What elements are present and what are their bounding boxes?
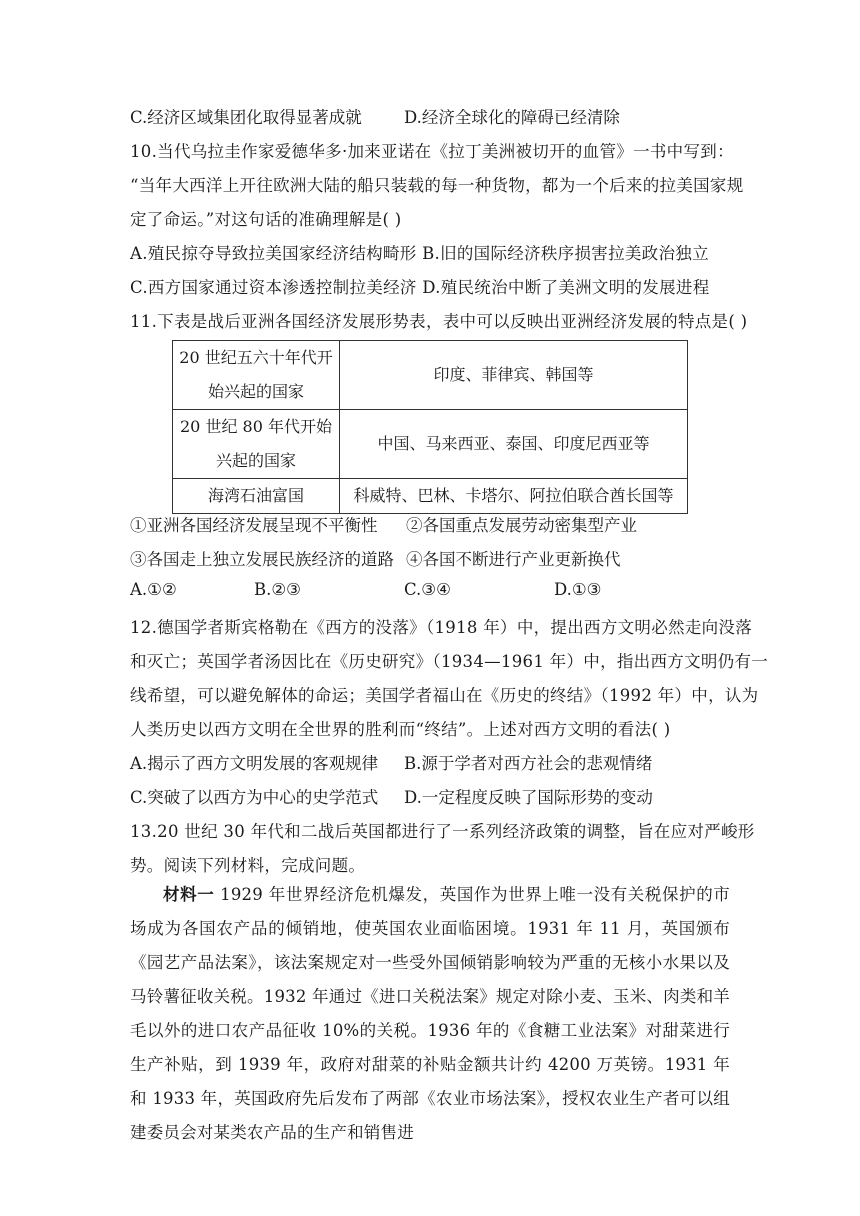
table-cell-value: 印度、菲律宾、韩国等 [340,341,688,410]
q13-line-2: 势。阅读下列材料，完成问题。 [130,856,366,875]
q10-stem-line-2: “当年大西洋上开往欧洲大陆的船只装载的每一种货物，都为一个后来的拉美国家规 [130,176,744,195]
q11-option-c: C.③④ [404,580,451,599]
table-cell-label: 20 世纪 80 年代开始 兴起的国家 [173,410,340,479]
q11-option-a: A.①② [130,580,177,599]
q12-option-a: A.揭示了西方文明发展的客观规律 [130,754,379,773]
q12-option-d: D.一定程度反映了国际形势的变动 [404,788,653,807]
material-text: 1929 年世界经济危机爆发，英国作为世界上唯一没有关税保护的市场成为各国农产品的倾销地，使英国农业面临困境。1931 年 11 月，英国颁布《园艺产品法案》，该法案规定对一些受外国倾销影响较为严重的无核小水果以及马铃薯征收关税。1932 年通过《进口关税法案》规定对除小麦、玉米、肉类和羊毛以外的进口农产品征收 10%的关税。1936 年的《食糖工业法案》对甜菜进行生产补贴，到 1939 年，政府对甜菜的补贴金额共计约 4200 万英镑。1931 年和 1933 年，英国政府先后发布了两部《农业市场法案》，授权农业生产者可以组建委员会对某类农产品的生产和销售进 [130,885,730,1142]
q11-option-b: B.②③ [254,580,301,599]
q13-material-1 [130,878,730,1150]
material-label: 材料一 [163,885,215,904]
q9-option-c: C.经济区域集团化取得显著成就 [130,108,362,127]
q13-line-1: 13.20 世纪 30 年代和二战后英国都进行了一系列经济政策的调整，旨在应对严峻形 [130,822,755,841]
q10-stem-line-1: 10.当代乌拉圭作家爱德华多·加来亚诺在《拉丁美洲被切开的血管》一书中写到： [130,142,734,161]
table-row [173,341,688,410]
table-row [173,479,688,514]
table-cell-value: 中国、马来西亚、泰国、印度尼西亚等 [340,410,688,479]
q10-stem-line-3: 定了命运。”对这句话的准确理解是( ) [130,210,402,229]
q9-option-d: D.经济全球化的障碍已经清除 [404,108,620,127]
asia-economy-table [172,340,688,514]
q12-line-4: 人类历史以西方文明在全世界的胜利而“终结”。上述对西方文明的看法( ) [130,720,671,739]
table-cell-value: 科威特、巴林、卡塔尔、阿拉伯联合酋长国等 [340,479,688,514]
q10-options-ab: A.殖民掠夺导致拉美国家经济结构畸形 B.旧的国际经济秩序损害拉美政治独立 [130,244,709,263]
q11-statement-3: ③各国走上独立发展民族经济的道路 [130,550,394,569]
q11-statement-1: ①亚洲各国经济发展呈现不平衡性 [130,516,378,535]
table-row [173,410,688,479]
q11-statement-4: ④各国不断进行产业更新换代 [406,550,621,569]
q11-option-d: D.①③ [554,580,602,599]
table-cell-label: 海湾石油富国 [173,479,340,514]
table-cell-label: 20 世纪五六十年代开 始兴起的国家 [173,341,340,410]
q10-options-cd: C.西方国家通过资本渗透控制拉美经济 D.殖民统治中断了美洲文明的发展进程 [130,278,710,297]
q12-line-2: 和灭亡；英国学者汤因比在《历史研究》（1934—1961 年）中，指出西方文明仍有一 [130,652,769,671]
q12-line-3: 线希望，可以避免解体的命运；美国学者福山在《历史的终结》（1992 年）中，认为 [130,686,759,705]
q11-stem: 11.下表是战后亚洲各国经济发展形势表，表中可以反映出亚洲经济发展的特点是( ) [130,312,748,331]
q12-option-c: C.突破了以西方为中心的史学范式 [130,788,379,807]
q12-line-1: 12.德国学者斯宾格勒在《西方的没落》（1918 年）中，提出西方文明必然走向没落 [130,618,753,637]
q12-option-b: B.源于学者对西方社会的悲观情绪 [404,754,653,773]
q11-statement-2: ②各国重点发展劳动密集型产业 [406,516,637,535]
